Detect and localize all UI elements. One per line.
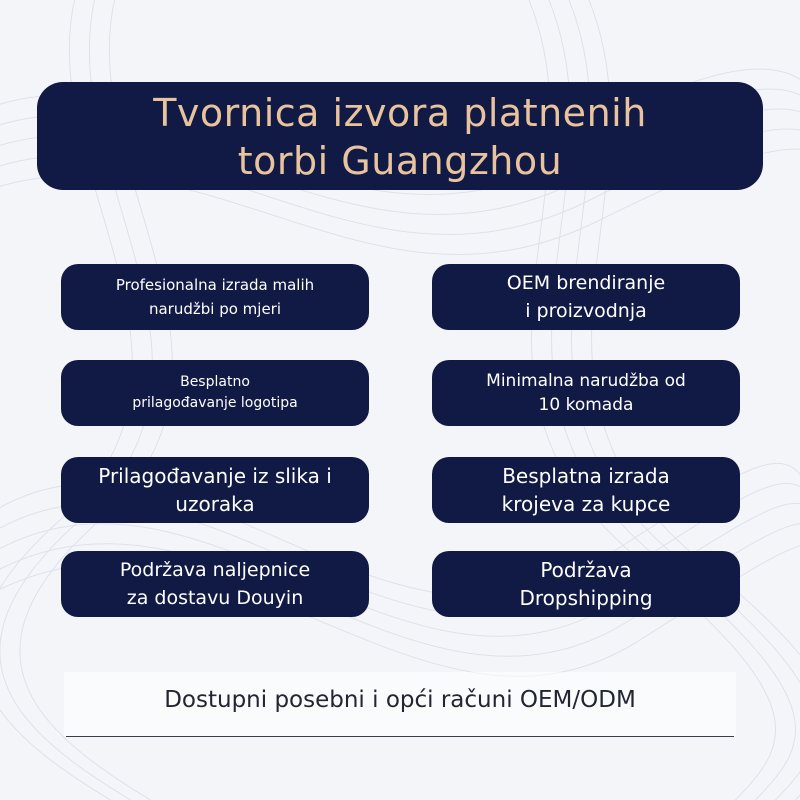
title-banner xyxy=(37,82,763,190)
feature-minimum-order: Minimalna narudžba od 10 komada xyxy=(432,360,740,426)
feature-oem-branding: OEM brendiranje i proizvodnja xyxy=(432,264,740,330)
footer-divider xyxy=(66,736,734,737)
page-title: Tvornica izvora platnenih torbi Guangzhou xyxy=(153,91,647,183)
footer-text: Dostupni posebni i opći računi OEM/ODM xyxy=(164,687,636,713)
feature-douyin-labels: Podržava naljepnice za dostavu Douyin xyxy=(61,551,369,617)
feature-free-patterns: Besplatna izrada krojeva za kupce xyxy=(432,457,740,523)
feature-dropshipping: Podržava Dropshipping xyxy=(432,551,740,617)
feature-custom-from-samples: Prilagođavanje iz slika i uzoraka xyxy=(61,457,369,523)
feature-free-logo: Besplatno prilagođavanje logotipa xyxy=(61,360,369,426)
feature-custom-small-orders: Profesionalna izrada malih narudžbi po mjeri xyxy=(61,264,369,330)
